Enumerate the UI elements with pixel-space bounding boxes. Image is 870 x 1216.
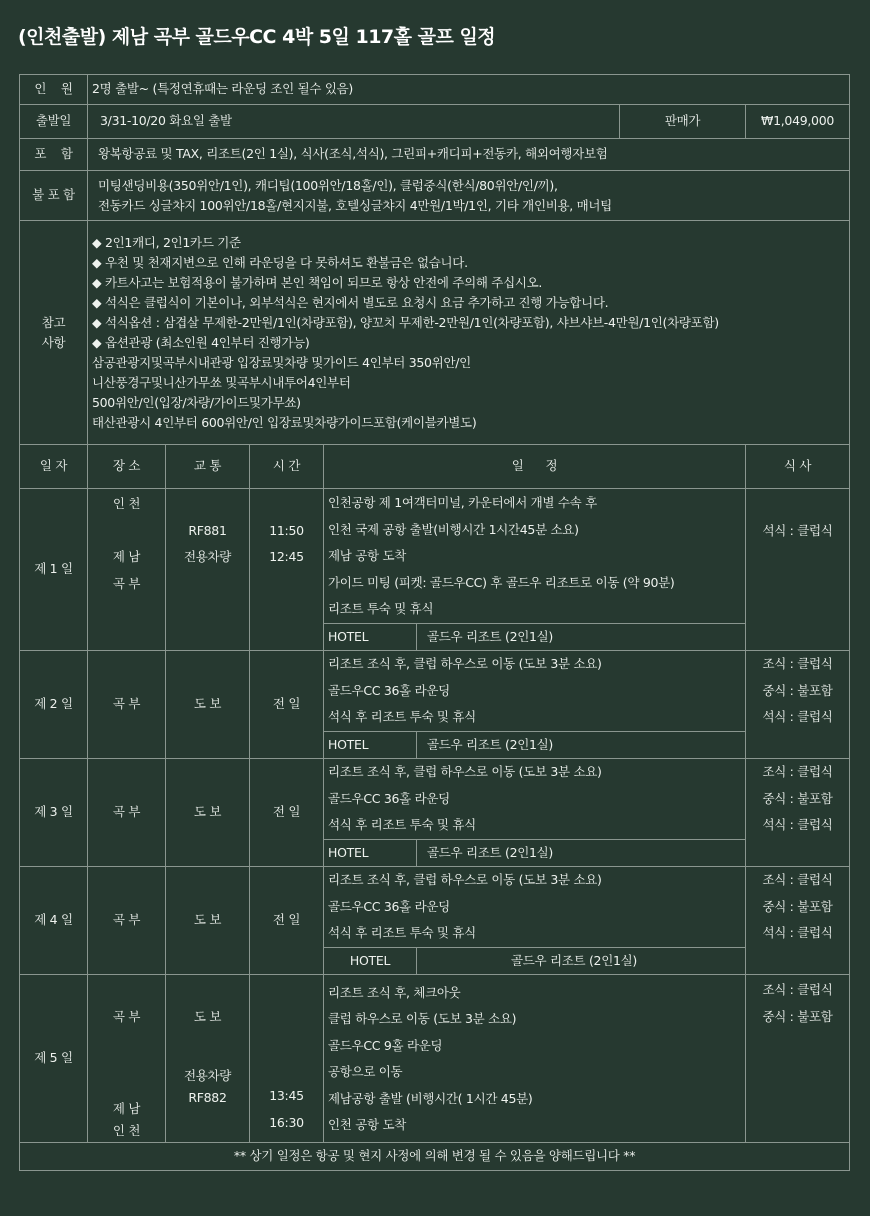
header-meal: 식 사 (746, 445, 850, 489)
meal-line (750, 491, 845, 518)
footer-note: ** 상기 일정은 항공 및 현지 사정에 의해 변경 될 수 있음을 양해드립니다 ** (20, 1143, 850, 1171)
day-4-transport: 도 보 (166, 867, 250, 975)
transport-line: 전용차량 (183, 549, 232, 564)
place-line: 인 천 (112, 1123, 141, 1138)
day-3-row (20, 759, 850, 840)
schedule-line: 인천 공항 도착 (328, 1117, 406, 1132)
day-1-row (20, 489, 850, 624)
itinerary-table (19, 74, 850, 1171)
day-4-label: 제 4 일 (20, 867, 88, 975)
note-line: ◆ 카트사고는 보험적용이 불가하며 본인 책임이 되므로 항상 안전에 주의해 주십시오. (92, 274, 543, 290)
time-line (254, 1030, 319, 1057)
people-row (20, 75, 850, 105)
transport-line (170, 491, 245, 518)
meal-line: 석식 : 클럽식 (762, 522, 833, 538)
note-line: 삼공관광지및곡부시내관광 입장료및차량 및가이드 4인부터 350위안/인 (92, 354, 471, 370)
notes-row (20, 221, 850, 445)
meal-line: 석식 : 클럽식 (762, 709, 833, 724)
notes-value (88, 221, 850, 445)
hotel-name: 골드우 리조트 (2인1실) (427, 844, 554, 860)
depart-value: 3/31-10/20 화요일 출발 (88, 105, 620, 139)
schedule-line: 리조트 조식 후, 체크아웃 (328, 984, 461, 1000)
price-value: ₩1,049,000 (746, 105, 850, 139)
time-line: 12:45 (269, 549, 304, 564)
transport-line: 도 보 (193, 1008, 222, 1024)
transport-line: RF882 (188, 1089, 227, 1105)
schedule-line: 리조트 조식 후, 클럽 하우스로 이동 (도보 3분 소요) (328, 656, 602, 671)
meal-line: 중식 : 불포함 (762, 1008, 833, 1024)
hotel-name: 골드우 리조트 (2인1실) (427, 628, 554, 644)
day-5-row (20, 975, 850, 1143)
note-line: ◆ 석식은 클럽식이 기본이나, 외부석식은 현지에서 별도로 요청시 요금 추가하고 진행 가능합니다. (92, 294, 609, 310)
exclude-line: 전동카드 싱글챠지 100위안/18홀/현지지불, 호텔싱글챠지 4만원/1박/1인, 기타 개인비용, 매너팁 (98, 197, 612, 213)
hotel-name: 골드우 리조트 (2인1실) (510, 952, 637, 968)
header-time: 시 간 (250, 445, 324, 489)
hotel-name: 골드우 리조트 (2인1실) (427, 736, 554, 752)
time-line (254, 1057, 319, 1084)
day-5-time (250, 975, 324, 1143)
day-3-meals (746, 759, 850, 867)
meal-line: 조식 : 클럽식 (762, 872, 833, 887)
transport-line: RF881 (188, 522, 227, 538)
note-line: 니산풍경구및니산가무쑈 및곡부시내투어4인부터 (92, 374, 351, 390)
footer-row (20, 1143, 850, 1171)
time-line (254, 1004, 319, 1031)
depart-label: 출발일 (20, 105, 88, 139)
depart-row (20, 105, 850, 139)
place-line (92, 518, 161, 545)
place-line: 제 남 (112, 549, 141, 564)
day-4-place: 곡 부 (88, 867, 166, 975)
day-4-hotel (324, 947, 746, 975)
hotel-label: HOTEL (324, 948, 417, 975)
hotel-label: HOTEL (324, 732, 417, 759)
note-line: 태산관광시 4인부터 600위안/인 입장료및차량가이드포함(케이블카별도) (92, 414, 477, 430)
place-line (92, 977, 161, 1004)
schedule-line: 인천 국제 공항 출발(비행시간 1시간45분 소요) (328, 521, 579, 537)
day-2-meals (746, 651, 850, 759)
day-3-schedule (324, 759, 746, 840)
exclude-line: 미팅샌딩비용(350위안/1인), 캐디팁(100위안/18홀/인), 클럽중식(한식/80위안/인/끼), (98, 177, 558, 193)
day-4-time: 전 일 (250, 867, 324, 975)
place-line (92, 1083, 161, 1098)
note-line: ◆ 2인1캐디, 2인1카드 기준 (92, 234, 241, 250)
meal-line: 중식 : 불포함 (762, 898, 833, 914)
schedule-line: 골드우CC 36홀 라운딩 (328, 682, 450, 698)
day-3-place: 곡 부 (88, 759, 166, 867)
exclude-row (20, 171, 850, 221)
schedule-line: 가이드 미팅 (피켓: 골드우CC) 후 골드우 리조트로 이동 (약 90분) (328, 574, 675, 590)
note-line: ◆ 우천 및 천재지변으로 인해 라운딩을 다 못하셔도 환불금은 없습니다. (92, 254, 468, 270)
day-5-label: 제 5 일 (20, 975, 88, 1143)
place-line: 제 남 (112, 1101, 141, 1116)
day-3-hotel (324, 839, 746, 867)
schedule-line: 리조트 투숙 및 휴식 (328, 601, 434, 616)
day-3-time: 전 일 (250, 759, 324, 867)
schedule-line: 클럽 하우스로 이동 (도보 3분 소요) (328, 1011, 517, 1026)
day-4-schedule (324, 867, 746, 948)
transport-line (170, 1030, 245, 1057)
day-5-transport (166, 975, 250, 1143)
transport-line (170, 977, 245, 1004)
day-3-transport: 도 보 (166, 759, 250, 867)
day-1-label: 제 1 일 (20, 489, 88, 651)
place-line: 인 천 (112, 496, 141, 511)
header-place: 장 소 (88, 445, 166, 489)
exclude-label: 불 포 함 (20, 171, 88, 221)
transport-line (170, 1057, 245, 1065)
exclude-value (88, 171, 850, 221)
include-value: 왕복항공료 및 TAX, 리조트(2인 1실), 식사(조식,석식), 그린피+캐디피+전동카, 해외여행자보험 (88, 139, 850, 171)
schedule-line: 인천공항 제 1여객터미널, 카운터에서 개별 수속 후 (328, 495, 597, 510)
schedule-line: 공항으로 이동 (328, 1064, 403, 1079)
hotel-label: HOTEL (324, 840, 417, 867)
transport-line: 전용차량 (183, 1067, 232, 1083)
header-day: 일 자 (20, 445, 88, 489)
time-line: 11:50 (269, 522, 304, 538)
schedule-line: 골드우CC 36홀 라운딩 (328, 898, 450, 914)
schedule-line: 석식 후 리조트 투숙 및 휴식 (328, 817, 476, 832)
people-label: 인 원 (20, 75, 88, 105)
place-line (92, 1057, 161, 1084)
day-1-place (88, 489, 166, 651)
note-line: ◆ 옵션관광 (최소인원 4인부터 진행가능) (92, 334, 310, 350)
note-line: ◆ 석식옵션 : 삼겹살 무제한-2만원/1인(차량포함), 양꼬치 무제한-2만원/1인(차량포함), 샤브샤브-4만원/1인(차량포함) (92, 314, 719, 330)
page-title: (인천출발) 제남 곡부 골드우CC 4박 5일 117홀 골프 일정 (18, 26, 496, 48)
day-5-place (88, 975, 166, 1143)
header-transport: 교 통 (166, 445, 250, 489)
header-schedule: 일 정 (324, 445, 746, 489)
day-4-row (20, 867, 850, 948)
day-1-transport (166, 489, 250, 651)
schedule-line: 제남 공항 도착 (328, 548, 406, 563)
meal-line: 중식 : 불포함 (762, 790, 833, 806)
note-line: 500위안/인(입장/차량/가이드및가무쑈) (92, 394, 301, 410)
day-4-meals (746, 867, 850, 975)
people-value: 2명 출발~ (특정연휴때는 라운딩 조인 될수 있음) (88, 75, 850, 105)
meal-line: 조식 : 클럽식 (762, 656, 833, 671)
meal-line: 중식 : 불포함 (762, 682, 833, 698)
time-line (254, 977, 319, 1004)
include-label: 포 함 (20, 139, 88, 171)
day-2-time: 전 일 (250, 651, 324, 759)
place-line (92, 1030, 161, 1057)
schedule-line: 석식 후 리조트 투숙 및 휴식 (328, 709, 476, 724)
schedule-line: 리조트 조식 후, 클럽 하우스로 이동 (도보 3분 소요) (328, 872, 602, 887)
notes-label: 참고 사항 (20, 221, 88, 445)
day-2-hotel (324, 731, 746, 759)
schedule-line: 제남공항 출발 (비행시간( 1시간 45분) (328, 1090, 533, 1106)
day-3-label: 제 3 일 (20, 759, 88, 867)
price-label: 판매가 (620, 105, 746, 139)
day-2-place: 곡 부 (88, 651, 166, 759)
day-2-row (20, 651, 850, 732)
day-1-schedule (324, 489, 746, 624)
schedule-header-row (20, 445, 850, 489)
day-1-time (250, 489, 324, 651)
day-5-schedule (324, 975, 746, 1143)
meal-line: 석식 : 클럽식 (762, 817, 833, 832)
meal-line: 조식 : 클럽식 (762, 764, 833, 779)
day-5-meals (746, 975, 850, 1143)
include-row (20, 139, 850, 171)
time-line: 13:45 (269, 1088, 304, 1103)
hotel-label: HOTEL (324, 624, 417, 651)
day-1-meals (746, 489, 850, 651)
place-line: 곡 부 (112, 575, 141, 591)
schedule-line: 골드우CC 9홀 라운딩 (328, 1037, 443, 1053)
meal-line: 조식 : 클럽식 (762, 982, 833, 997)
day-2-transport: 도 보 (166, 651, 250, 759)
meal-line: 석식 : 클럽식 (762, 925, 833, 940)
schedule-line: 골드우CC 36홀 라운딩 (328, 790, 450, 806)
place-line: 곡 부 (112, 1008, 141, 1024)
schedule-line: 리조트 조식 후, 클럽 하우스로 이동 (도보 3분 소요) (328, 764, 602, 779)
time-line (254, 491, 319, 518)
schedule-line: 석식 후 리조트 투숙 및 휴식 (328, 925, 476, 940)
day-2-label: 제 2 일 (20, 651, 88, 759)
day-1-hotel (324, 623, 746, 651)
time-line: 16:30 (269, 1114, 304, 1130)
day-2-schedule (324, 651, 746, 732)
